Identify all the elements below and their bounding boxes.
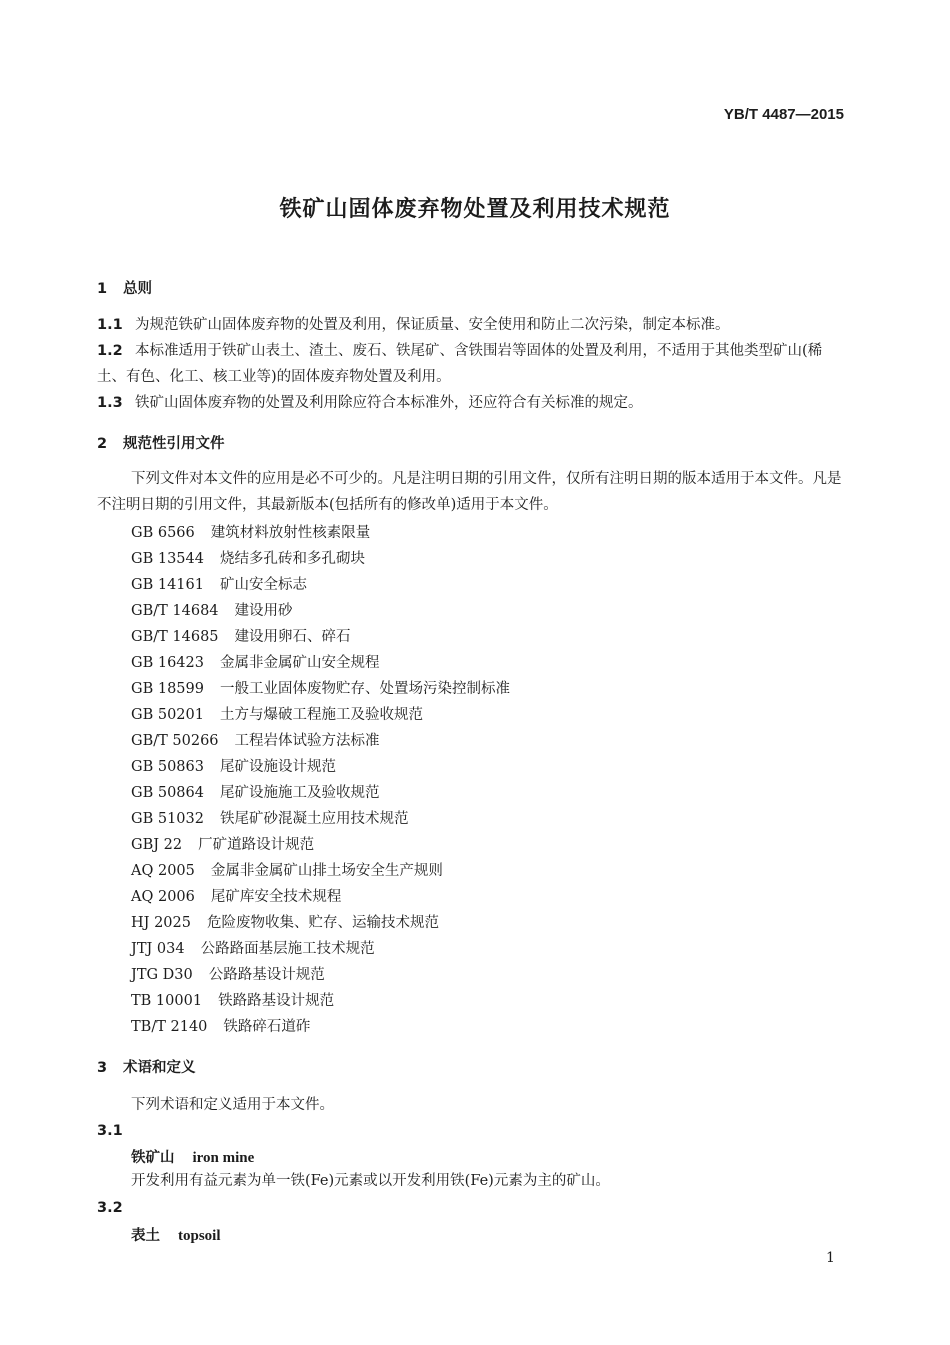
- reference-title: 铁路碎石道砟: [223, 1019, 311, 1035]
- reference-title: 工程岩体试验方法标准: [234, 733, 380, 749]
- reference-title: 土方与爆破工程施工及验收规范: [219, 707, 423, 723]
- term-heading: [131, 1224, 221, 1245]
- reference-code: JTJ 034: [131, 941, 185, 957]
- reference-title: 铁尾矿砂混凝土应用技术规范: [219, 811, 409, 827]
- clause-text: 本标准适用于铁矿山表土、渣土、废石、铁尾矿、含铁围岩等固体的处置及利用，不适用于其他类型矿山(稀土、有色、化工、核工业等)的固体废弃物处置及利用。: [97, 343, 823, 385]
- term-heading: [131, 1146, 254, 1167]
- reference-code: AQ 2006: [131, 889, 195, 905]
- document-title: 铁矿山固体废弃物处置及利用技术规范: [279, 197, 671, 222]
- term-definition: 开发利用有益元素为单一铁(Fe)元素或以开发利用铁(Fe)元素为主的矿山。: [131, 1173, 610, 1189]
- reference-item: [131, 963, 325, 984]
- reference-title: 金属非金属矿山安全规程: [219, 655, 380, 671]
- section-number: 3: [97, 1060, 108, 1076]
- section-title: 规范性引用文件: [123, 436, 225, 452]
- section-title: 总则: [123, 281, 152, 297]
- reference-title: 建筑材料放射性核素限量: [210, 525, 371, 541]
- reference-title: 厂矿道路设计规范: [198, 837, 315, 853]
- clause-1-3: [97, 390, 849, 416]
- reference-item: [131, 573, 307, 594]
- clause-number: 1.1: [97, 317, 123, 333]
- reference-code: GB/T 14684: [131, 603, 219, 619]
- reference-item: [131, 1015, 310, 1036]
- reference-code: GB 14161: [131, 577, 204, 593]
- reference-title: 尾矿设施设计规范: [219, 759, 336, 775]
- section-2-intro: 下列文件对本文件的应用是必不可少的。凡是注明日期的引用文件，仅所有注明日期的版本适用于本文件。凡是不注明日期的引用文件，其最新版本(包括所有的修改单)适用于本文件。: [97, 471, 842, 513]
- clause-number: 1.2: [97, 343, 123, 359]
- reference-title: 尾矿库安全技术规程: [210, 889, 342, 905]
- reference-code: GB 50864: [131, 785, 204, 801]
- reference-title: 矿山安全标志: [219, 577, 307, 593]
- reference-item: [131, 677, 510, 698]
- reference-item: [131, 651, 379, 672]
- reference-item: [131, 703, 423, 724]
- clause-text: 铁矿山固体废弃物的处置及利用除应符合本标准外，还应符合有关标准的规定。: [135, 395, 643, 411]
- section-number: 2: [97, 436, 108, 452]
- section-title: 术语和定义: [123, 1060, 196, 1076]
- reference-title: 危险废物收集、贮存、运输技术规范: [206, 915, 439, 931]
- page-number: 1: [826, 1250, 835, 1266]
- term-en: iron mine: [192, 1150, 255, 1166]
- reference-item: [131, 911, 439, 932]
- reference-item: [131, 807, 408, 828]
- reference-code: TB/T 2140: [131, 1019, 208, 1035]
- reference-code: AQ 2005: [131, 863, 195, 879]
- reference-code: JTG D30: [131, 967, 193, 983]
- reference-code: GB/T 50266: [131, 733, 219, 749]
- reference-item: [131, 859, 443, 880]
- term-en: topsoil: [178, 1228, 221, 1244]
- reference-code: GB 51032: [131, 811, 204, 827]
- reference-code: GB 50863: [131, 759, 204, 775]
- reference-code: GB 18599: [131, 681, 204, 697]
- clause-number: 1.3: [97, 395, 123, 411]
- reference-code: GB 13544: [131, 551, 204, 567]
- reference-title: 公路路面基层施工技术规范: [200, 941, 375, 957]
- term-zh: 铁矿山: [131, 1150, 175, 1166]
- reference-code: GB 6566: [131, 525, 195, 541]
- reference-item: [131, 599, 293, 620]
- term-zh: 表土: [131, 1228, 160, 1244]
- reference-title: 金属非金属矿山排土场安全生产规则: [210, 863, 443, 879]
- section-number: 1: [97, 281, 108, 297]
- section-2-heading: [97, 432, 225, 453]
- reference-title: 一般工业固体废物贮存、处置场污染控制标准: [219, 681, 510, 697]
- reference-title: 烧结多孔砖和多孔砌块: [219, 551, 365, 567]
- reference-item: [131, 625, 351, 646]
- reference-item: [131, 521, 370, 542]
- reference-item: [131, 755, 336, 776]
- reference-code: GBJ 22: [131, 837, 183, 853]
- reference-title: 公路路基设计规范: [208, 967, 325, 983]
- reference-code: GB/T 14685: [131, 629, 219, 645]
- reference-code: GB 16423: [131, 655, 204, 671]
- reference-title: 铁路路基设计规范: [218, 993, 335, 1009]
- section-1-heading: [97, 277, 152, 298]
- standard-code: YB/T 4487—2015: [723, 106, 844, 123]
- reference-item: [131, 885, 341, 906]
- clause-1-2: [97, 338, 849, 390]
- reference-item: [131, 833, 314, 854]
- term-number: 3.2: [97, 1200, 123, 1216]
- reference-item: [131, 937, 375, 958]
- clause-1-1: [97, 312, 849, 338]
- reference-code: HJ 2025: [131, 915, 191, 931]
- reference-item: [131, 729, 380, 750]
- reference-item: [131, 989, 334, 1010]
- clause-text: 为规范铁矿山固体废弃物的处置及利用，保证质量、安全使用和防止二次污染，制定本标准。: [135, 317, 730, 333]
- section-3-intro: 下列术语和定义适用于本文件。: [131, 1097, 334, 1113]
- reference-title: 建设用卵石、碎石: [234, 629, 351, 645]
- reference-item: [131, 547, 365, 568]
- term-number: 3.1: [97, 1123, 123, 1139]
- reference-code: TB 10001: [131, 993, 203, 1009]
- reference-code: GB 50201: [131, 707, 204, 723]
- section-3-heading: [97, 1056, 196, 1077]
- reference-title: 建设用砂: [234, 603, 293, 619]
- reference-item: [131, 781, 379, 802]
- reference-title: 尾矿设施施工及验收规范: [219, 785, 380, 801]
